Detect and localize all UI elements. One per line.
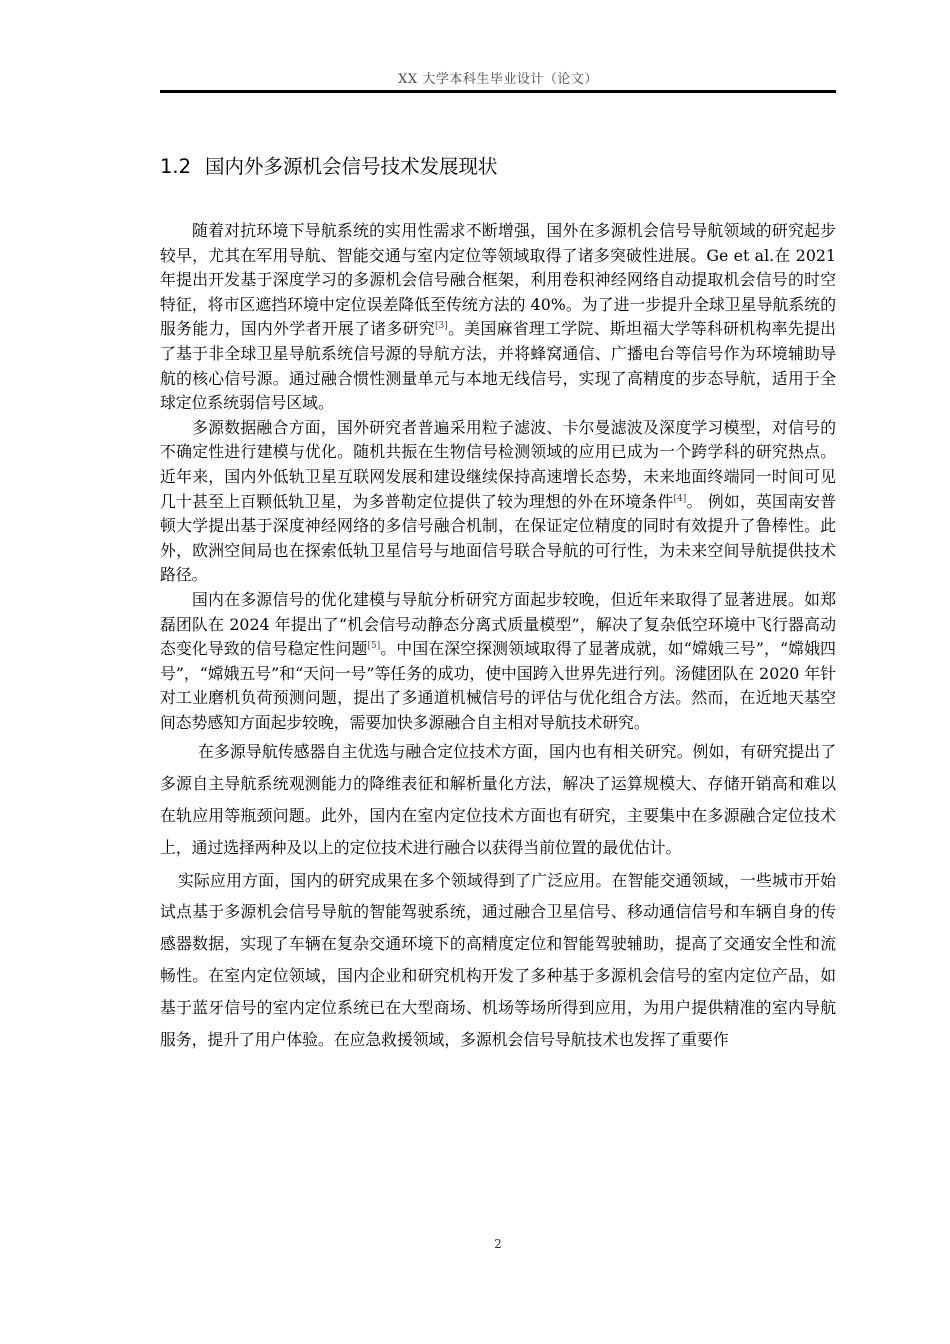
header-rule: [160, 90, 836, 93]
section-number: 1.2: [160, 155, 192, 178]
paragraph: 在多源导航传感器自主优选与融合定位技术方面，国内也有相关研究。例如，有研究提出了多源自主导航系统观测能力的降维表征和解析量化方法，解决了运算规模大、存储开销高和难以在轨应用等瓶颈问题。此外，国内在室内定位技术方面也有研究，主要集中在多源融合定位技术上，通过选择两种及以上的定位技术进行融合以获得当前位置的最优估计。: [160, 742, 836, 857]
paragraph-text: 随着对抗环境下导航系统的实用性需求不断增强，国外在多源机会信号导航领域的研究起步较早，尤其在军用导航、智能交通与室内定位等领域取得了诸多突破性进展。Ge et al.在 2021 年提出开发基于深度学习的多源机会信号融合框架，利用卷积神经网络自动提取机会信号的时空特征，将市区遮挡环境中定位误差降低至传统方法的 40%。为了进一步提升全球卫星导航系统的服务能力，国内外学者开展了诸多研究: [160, 221, 836, 339]
paragraph: 实际应用方面，国内的研究成果在多个领域得到了广泛应用。在智能交通领域，一些城市开始试点基于多源机会信号导航的智能驾驶系统，通过融合卫星信号、移动通信信号和车辆自身的传感器数据，实现了车辆在复杂交通环境下的高精度定位和智能驾驶辅助，提高了交通安全性和流畅性。在室内定位领域，国内企业和研究机构开发了多种基于多源机会信号的室内定位产品，如基于蓝牙信号的室内定位系统已在大型商场、机场等场所得到应用，为用户提供精准的室内导航服务，提升了用户体验。在应急救援领域，多源机会信号导航技术也发挥了重要作: [160, 870, 836, 1049]
paragraph-text: 国内在多源信号的优化建模与导航分析研究方面起步较晚，但近年来取得了显著进展。如郑磊团队在 2024 年提出了“机会信号动静态分离式质量模型”，解决了复杂低空环境中飞行器高动态变化导致的信号稳定性问题: [160, 589, 836, 659]
citation-marker: [4]: [673, 493, 687, 504]
paragraph: [160, 416, 836, 588]
section-heading: [160, 151, 498, 179]
citation-marker: [3]: [435, 321, 448, 332]
paragraph-text: 。美国麻省理工学院、斯坦福大学等科研机构率先提出了基于非全球卫星导航系统信号源的导航方法，并将蜂窝通信、广播电台等信号作为环境辅助导航的核心信号源。通过融合惯性测量单元与本地无线信号，实现了高精度的步态导航，适用于全球定位系统弱信号区域。: [160, 319, 836, 413]
running-header: XX 大学本科生毕业设计（论文）: [398, 72, 598, 87]
citation-marker: [5]: [367, 641, 381, 652]
page-number: 2: [494, 1237, 502, 1251]
paragraph: [160, 588, 836, 736]
paragraph-text: 多源数据融合方面，国外研究者普遍采用粒子滤波、卡尔曼滤波及深度学习模型，对信号的不确定性进行建模与优化。随机共振在生物信号检测领域的应用已成为一个跨学科的研究热点。近年来，国内外低轨卫星互联网发展和建设继续保持高速增长态势，未来地面终端同一时间可见几十甚至上百颗低轨卫星，为多普勒定位提供了较为理想的外在环境条件: [160, 417, 836, 511]
section-title: 国内外多源机会信号技术发展现状: [205, 155, 498, 178]
paragraph-text: 。中国在深空探测领域取得了显著成就，如“嫦娥三号”，“嫦娥四号”，“嫦娥五号”和“天问一号”等任务的成功，使中国跨入世界先进行列。汤健团队在 2020 年针对工业磨机负荷预测问题，提出了多通道机械信号的评估与优化组合方法。然而，在近地天基空间态势感知方面起步较晚，需要加快多源融合自主相对导航技术研究。: [160, 639, 836, 732]
body-text: [160, 219, 836, 1055]
paragraph-text: 。 例如，英国南安普顿大学提出基于深度神经网络的多信号融合机制，在保证定位精度的同时有效提升了鲁棒性。此外，欧洲空间局也在探索低轨卫星信号与地面信号联合导航的可行性，为未来空间导航提供技术路径。: [160, 491, 836, 585]
paragraph: [160, 219, 836, 416]
